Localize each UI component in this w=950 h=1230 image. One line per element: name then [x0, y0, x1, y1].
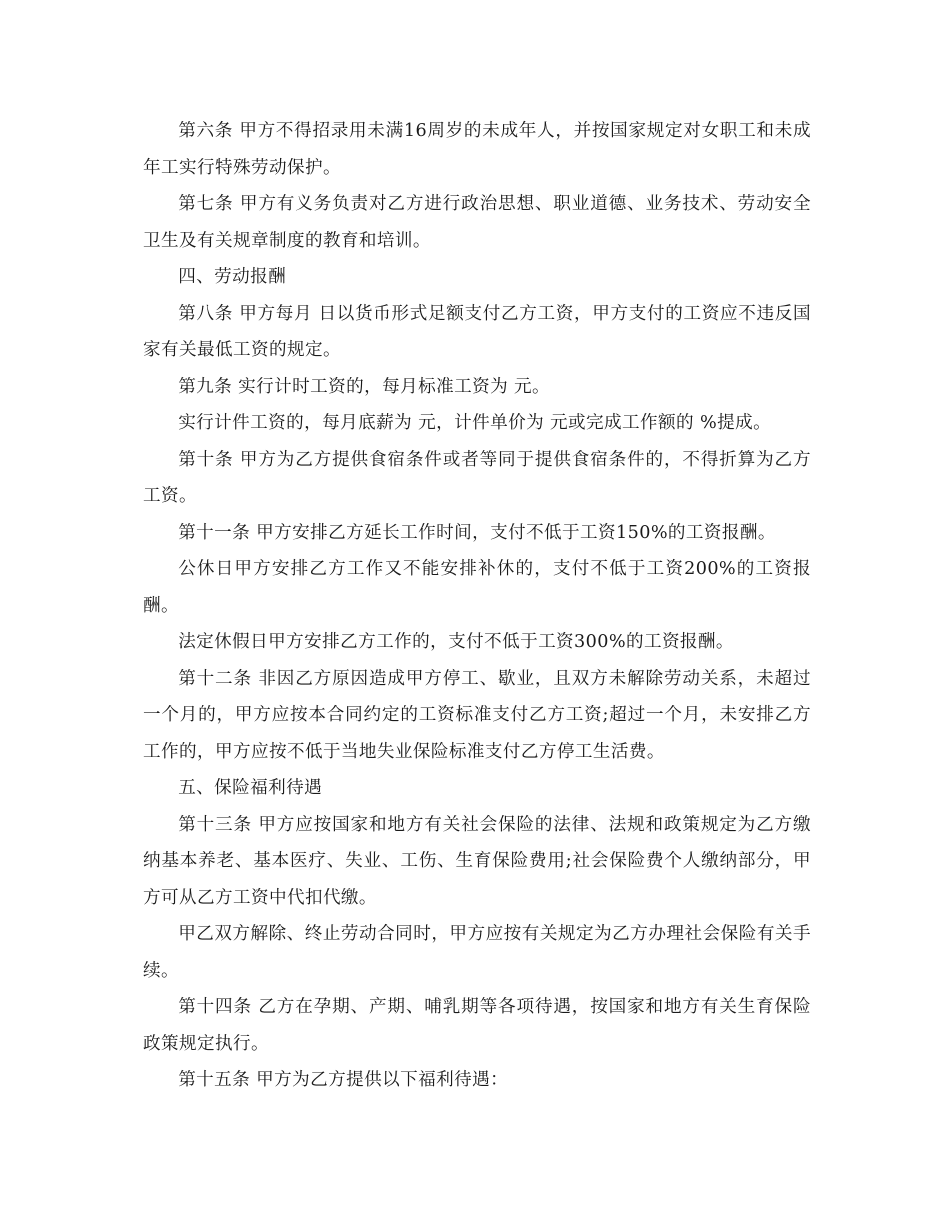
document-body [143, 113, 811, 1099]
clause-6: 第六条 甲方不得招录用未满16周岁的未成年人，并按国家规定对女职工和未成年工实行特殊劳动保护。 [143, 121, 811, 178]
section-heading-insurance-welfare: 五、保险福利待遇 [178, 778, 323, 798]
clause-10: 第十条 甲方为乙方提供食宿条件或者等同于提供食宿条件的，不得折算为乙方工资。 [143, 449, 811, 506]
clause-9-piecework: 实行计件工资的，每月底薪为 元，计件单价为 元或完成工作额的 %提成。 [178, 413, 772, 433]
clause-11-rest-day: 公休日甲方安排乙方工作又不能安排补休的，支付不低于工资200%的工资报酬。 [143, 559, 811, 616]
clause-11: 第十一条 甲方安排乙方延长工作时间，支付不低于工资150%的工资报酬。 [178, 522, 776, 543]
clause-7: 第七条 甲方有义务负责对乙方进行政治思想、职业道德、业务技术、劳动安全卫生及有关规章制度的教育和培训。 [143, 194, 811, 251]
clause-13-termination: 甲乙双方解除、终止劳动合同时，甲方应按有关规定为乙方办理社会保险有关手续。 [143, 924, 811, 981]
clause-12: 第十二条 非因乙方原因造成甲方停工、歇业，且双方未解除劳动关系，未超过一个月的，甲方应按本合同约定的工资标准支付乙方工资;超过一个月，未安排乙方工作的，甲方应按不低于当地失业保险标准支付乙方停工生活费。 [143, 668, 811, 762]
clause-15: 第十五条 甲方为乙方提供以下福利待遇： [178, 1070, 509, 1090]
clause-8: 第八条 甲方每月 日以货币形式足额支付乙方工资，甲方支付的工资应不违反国家有关最低工资的规定。 [143, 303, 811, 360]
section-heading-labor-pay: 四、劳动报酬 [178, 267, 287, 287]
clause-13: 第十三条 甲方应按国家和地方有关社会保险的法律、法规和政策规定为乙方缴纳基本养老、基本医疗、失业、工伤、生育保险费用;社会保险费个人缴纳部分，甲方可从乙方工资中代扣代缴。 [143, 814, 811, 908]
clause-11-holiday: 法定休假日甲方安排乙方工作的，支付不低于工资300%的工资报酬。 [178, 632, 734, 652]
clause-9: 第九条 实行计时工资的，每月标准工资为 元。 [178, 376, 551, 397]
clause-14: 第十四条 乙方在孕期、产期、哺乳期等各项待遇，按国家和地方有关生育保险政策规定执行。 [143, 997, 811, 1054]
